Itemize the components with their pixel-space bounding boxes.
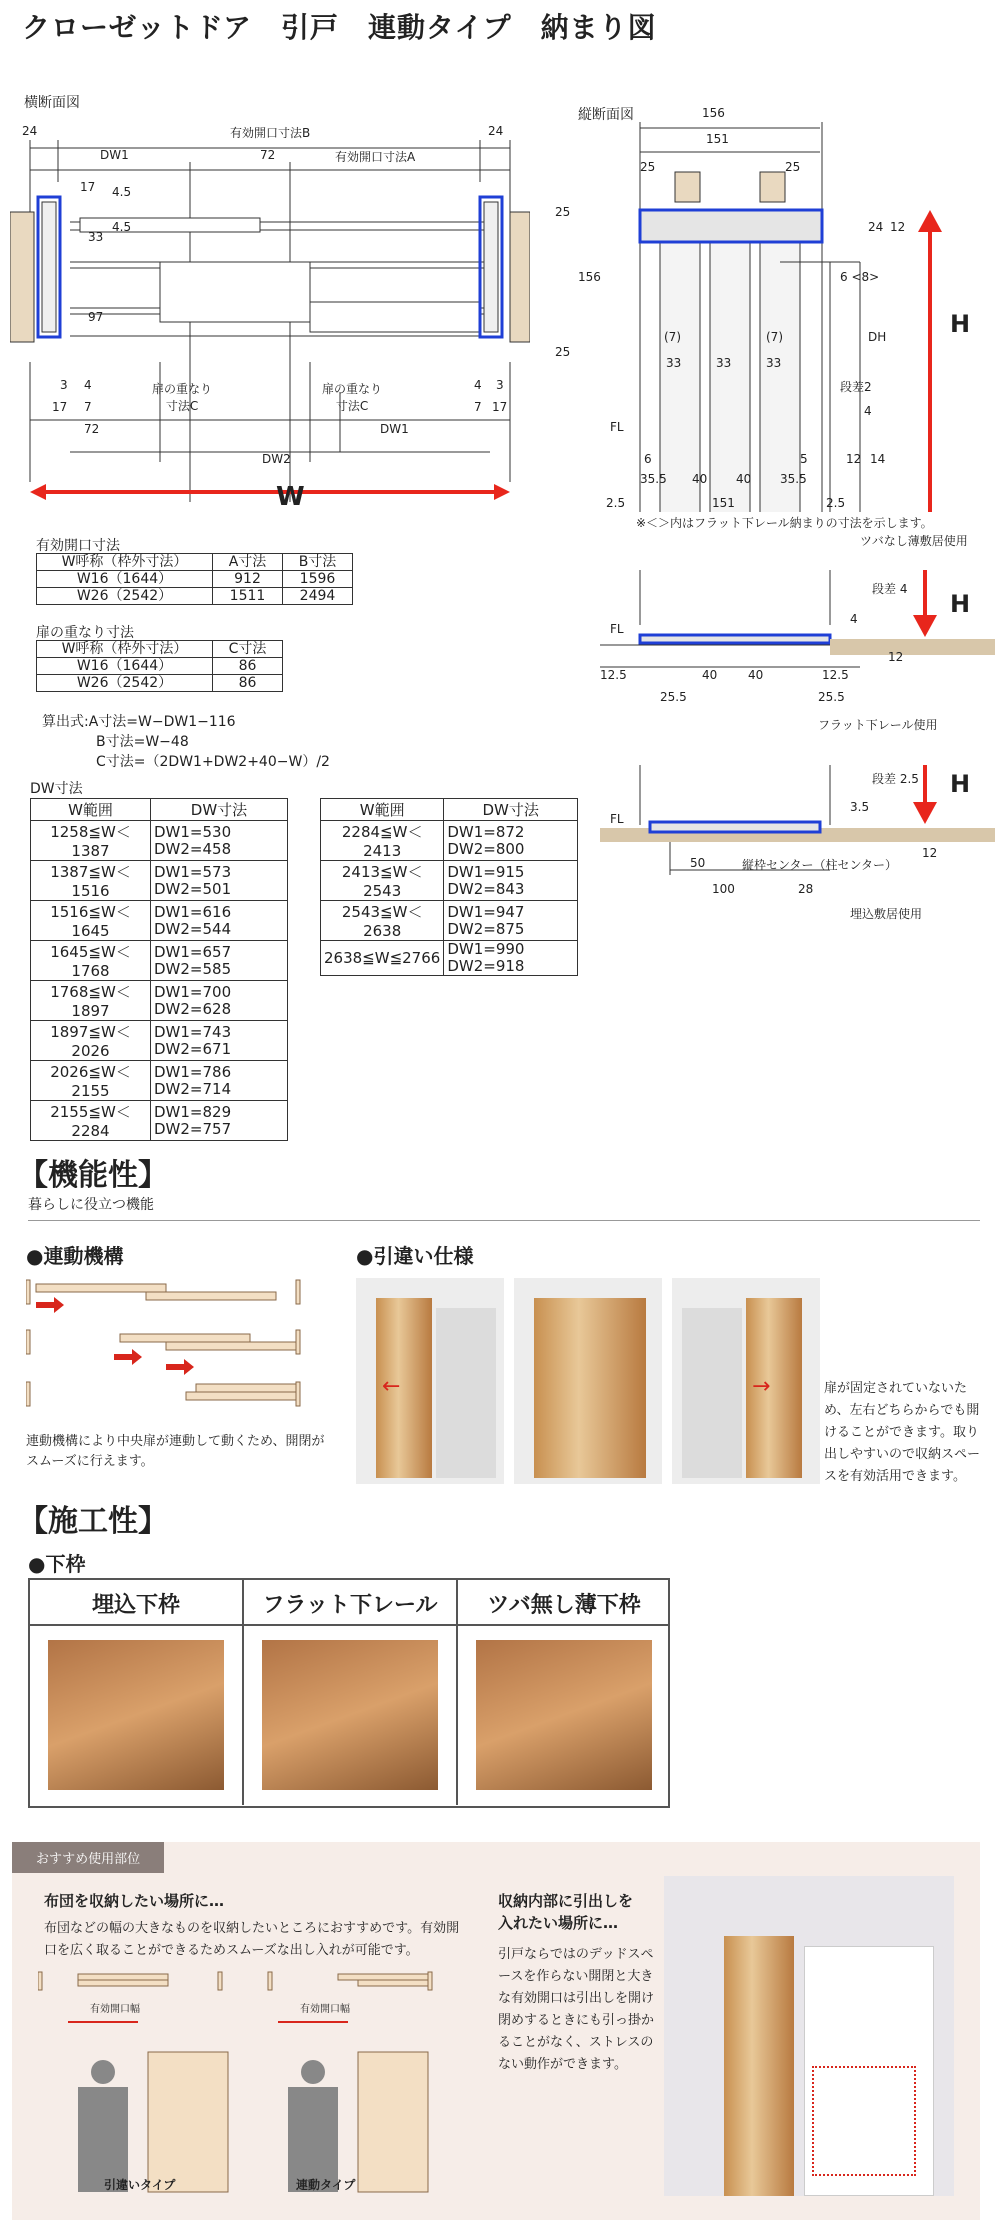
opening-cell: 1596: [283, 571, 353, 588]
v-dim-25-b: 25: [785, 160, 801, 174]
dim-dw1-top: DW1: [100, 148, 129, 162]
overlap-cell: 86: [213, 675, 283, 692]
opening-table: [36, 553, 353, 605]
dw-values: [151, 1021, 288, 1061]
dw-row: [31, 821, 288, 861]
overlap-cell: W16（1644）: [37, 658, 213, 675]
dw2-value: DW2=501: [154, 879, 232, 898]
v-dim-156: 156: [702, 106, 725, 120]
dw-row: [321, 941, 578, 976]
embed-h: H: [950, 770, 971, 798]
photo-sliding-closed: [514, 1278, 662, 1484]
recommend-tag: おすすめ使用部位: [12, 1842, 164, 1873]
v-dim-40-a: 40: [692, 472, 708, 486]
arrow-left-icon: ←: [382, 1374, 401, 1399]
opening-h2: B寸法: [283, 554, 353, 571]
v-dim-33-b: 33: [716, 356, 732, 370]
flat-dim-12: 12: [888, 650, 904, 664]
v-dim-6-8: 6 <8>: [840, 270, 880, 284]
dw-h0: W範囲: [321, 799, 444, 821]
dw2-value: DW2=843: [447, 879, 525, 898]
dw-row: [31, 901, 288, 941]
dw2-value: DW2=918: [447, 957, 525, 975]
flat-fl: FL: [610, 622, 624, 636]
flat-dim-40-a: 40: [702, 668, 718, 682]
dw-h1: DW寸法: [151, 799, 288, 821]
v-dim-2-5-b: 2.5: [826, 496, 846, 510]
dim-25-a: 25: [555, 205, 571, 219]
dw1-value: DW1=915: [447, 862, 525, 881]
overlap-c-left: 扉の重なり 寸法C: [152, 382, 213, 413]
dw-row: [31, 941, 288, 981]
v-dim-2-5-a: 2.5: [606, 496, 626, 510]
embed-step: 段差 2.5: [872, 772, 919, 786]
v-cap-7-right: (7): [766, 330, 783, 344]
dw2-value: DW2=875: [447, 919, 525, 938]
dim-156-h: 156: [578, 270, 601, 284]
opening-width-2: 有効開口幅: [300, 2000, 350, 2015]
v-dim-14: 14: [870, 452, 886, 466]
dw-values: [444, 901, 578, 941]
flat-dim-40-b: 40: [748, 668, 764, 682]
dw-values: [151, 1101, 288, 1141]
flat-dim-4: 4: [850, 612, 858, 626]
recommend-left-desc: 布団などの幅の大きなものを収納したいところにおすすめです。有効開口を広く取ることができるためスムーズな出し入れが可能です。: [44, 1921, 460, 1958]
overlap-h0: W呼称（枠外寸法）: [37, 641, 213, 658]
dw-range: 1897≦W＜2026: [31, 1021, 151, 1061]
frame-photo-thin: [476, 1640, 652, 1790]
flat-rail-drawing: [600, 565, 995, 700]
overlap-cell: 86: [213, 658, 283, 675]
dw1-value: DW1=657: [154, 942, 232, 961]
v-dim-12: 12: [890, 220, 906, 234]
dim-7-right: 7: [474, 400, 482, 414]
dw2-value: DW2=800: [447, 839, 525, 858]
photo-sliding-right: [672, 1278, 820, 1484]
dw1-value: DW1=616: [154, 902, 232, 921]
type-linked: 連動タイプ: [296, 2178, 356, 2192]
dim-3-right: 3: [496, 378, 504, 392]
dim-72-bottom: 72: [84, 422, 100, 436]
dw-values: [444, 941, 578, 976]
opening-cell: 1511: [213, 588, 283, 605]
dw2-value: DW2=714: [154, 1079, 232, 1098]
dw1-value: DW1=786: [154, 1062, 232, 1081]
dim-4-left: 4: [84, 378, 92, 392]
dw2-value: DW2=544: [154, 919, 232, 938]
v-dim-4: 4: [864, 404, 872, 418]
dw-range: 1768≦W＜1897: [31, 981, 151, 1021]
flat-dim-12-5-b: 12.5: [822, 668, 849, 682]
formula: [42, 712, 330, 772]
recommend-left-title: 布団を収納したい場所に…: [44, 1892, 225, 1910]
function-subheading: 暮らしに役立つ機能: [28, 1197, 154, 1213]
dw-range: 2543≦W＜2638: [321, 901, 444, 941]
opening-width-1: 有効開口幅: [90, 2000, 140, 2015]
type-sliding: 引違いタイプ: [104, 2178, 176, 2192]
dim-w: W: [276, 482, 305, 512]
dw1-value: DW1=872: [447, 822, 525, 841]
dw-row: [31, 861, 288, 901]
frame-photo-embedded: [48, 1640, 224, 1790]
embed-dim-100: 100: [712, 882, 735, 896]
overlap-label: 扉の重なり寸法: [36, 625, 134, 641]
v-step-2: 段差2: [840, 380, 872, 394]
embed-center: 縦枠センター（柱センター）: [742, 858, 898, 872]
recommend-right-desc: 引戸ならではのデッドスペースを作らない開閉と大きな有効開口は引出しを開け閉めするときにも引っ掛かることがなく、ストレスのない動作ができます。: [498, 1947, 655, 2072]
dw-values: [444, 821, 578, 861]
dim-17-left: 17: [52, 400, 68, 414]
dw-row: [31, 1021, 288, 1061]
dw-range: 1645≦W＜1768: [31, 941, 151, 981]
dw-values: [151, 861, 288, 901]
dim-opening-b: 有効開口寸法B: [230, 126, 311, 140]
mechanism-title: ●連動機構: [26, 1244, 124, 1268]
dim-72-top: 72: [260, 148, 276, 162]
dw-range: 2026≦W＜2155: [31, 1061, 151, 1101]
v-dim-151-b: 151: [712, 496, 735, 510]
dim-3-left: 3: [60, 378, 68, 392]
v-dim-h: H: [950, 310, 971, 338]
frame-type-1: フラット下レール: [262, 1593, 438, 1618]
dim-opening-a: 有効開口寸法A: [335, 150, 416, 164]
embed-fl: FL: [610, 812, 624, 826]
dw-row: [321, 861, 578, 901]
dim-4-right: 4: [474, 378, 482, 392]
closet-photo: [664, 1876, 954, 2196]
v-fl: FL: [610, 420, 624, 434]
dw1-value: DW1=990: [447, 940, 525, 958]
dw2-value: DW2=628: [154, 999, 232, 1018]
v-dim-24: 24: [868, 220, 884, 234]
v-dim-33-a: 33: [666, 356, 682, 370]
v-dim-35-5-b: 35.5: [780, 472, 807, 486]
dw1-value: DW1=573: [154, 862, 232, 881]
flat-dim-25-5-a: 25.5: [660, 690, 687, 704]
opening-cell: 912: [213, 571, 283, 588]
recommend-right-title: 収納内部に引出しを 入れたい場所に…: [498, 1892, 634, 1932]
dw2-value: DW2=458: [154, 839, 232, 858]
v-dim-35-5-a: 35.5: [640, 472, 667, 486]
dw-h0: W範囲: [31, 799, 151, 821]
opening-cell: 2494: [283, 588, 353, 605]
opening-cell: W26（2542）: [37, 588, 213, 605]
v-dim-6: 6: [644, 452, 652, 466]
overlap-c-right: 扉の重なり 寸法C: [322, 382, 383, 413]
embed-dim-12: 12: [922, 846, 938, 860]
dw-row: [31, 981, 288, 1021]
dw-table-right: [320, 798, 578, 976]
function-heading: 【機能性】: [18, 1158, 168, 1193]
dw1-value: DW1=947: [447, 902, 525, 921]
dw1-value: DW1=743: [154, 1022, 232, 1041]
dim-25-b: 25: [555, 345, 571, 359]
dw-range: 1387≦W＜1516: [31, 861, 151, 901]
dw-range: 2638≦W≦2766: [321, 941, 444, 976]
dw-range: 2413≦W＜2543: [321, 861, 444, 901]
formula-line3: C寸法=（2DW1+DW2+40−W）/2: [96, 754, 330, 770]
v-dim-12-b: 12: [846, 452, 862, 466]
dw-range: 1516≦W＜1645: [31, 901, 151, 941]
dim-7-left: 7: [84, 400, 92, 414]
vertical-section-label: 縦断面図: [578, 107, 634, 123]
flat-dim-25-5-b: 25.5: [818, 690, 845, 704]
dw-label: DW寸法: [30, 781, 83, 797]
opening-h0: W呼称（枠外寸法）: [37, 554, 213, 571]
dw-row: [31, 1061, 288, 1101]
sliding-title: ●引違い仕様: [356, 1244, 474, 1268]
v-dim-5: 5: [800, 452, 808, 466]
lower-frame-title: ●下枠: [28, 1552, 86, 1576]
dw-h1: DW寸法: [444, 799, 578, 821]
dw2-value: DW2=585: [154, 959, 232, 978]
dw-values: [151, 901, 288, 941]
opening-h1: A寸法: [213, 554, 283, 571]
dim-4-5-b: 4.5: [112, 220, 132, 234]
recommend-illustration: [38, 1962, 458, 2202]
sliding-description: 扉が固定されていないため、左右どちらからでも開けることができます。取り出しやすいので収納スペースを有効活用できます。: [824, 1381, 981, 1484]
dim-33: 33: [88, 230, 104, 244]
dim-17: 17: [80, 180, 96, 194]
dw-values: [151, 1061, 288, 1101]
embed-dim-28: 28: [798, 882, 814, 896]
embed-caption: 埋込敷居使用: [850, 907, 923, 921]
v-dim-dh: DH: [868, 330, 887, 344]
lower-frame-table: [28, 1578, 670, 1808]
dim-dw1-bottom: DW1: [380, 422, 409, 436]
dw-values: [151, 981, 288, 1021]
dw-row: [321, 821, 578, 861]
flat-dim-12-5-a: 12.5: [600, 668, 627, 682]
dw1-value: DW1=829: [154, 1102, 232, 1121]
v-dim-25-a: 25: [640, 160, 656, 174]
dw-range: 2284≦W＜2413: [321, 821, 444, 861]
embed-rail-drawing: [600, 760, 995, 900]
dw2-value: DW2=671: [154, 1039, 232, 1058]
dw-row: [31, 1101, 288, 1141]
dw-values: [151, 821, 288, 861]
vertical-note: ※＜＞内はフラット下レール納まりの寸法を示します。: [636, 516, 933, 530]
embed-dim-3-5: 3.5: [850, 800, 870, 814]
flat-step: 段差 4: [872, 582, 908, 596]
overlap-cell: W26（2542）: [37, 675, 213, 692]
frame-type-2: ツバ無し薄下枠: [487, 1593, 641, 1618]
page-title: クローゼットドア 引戸 連動タイプ 納まり図: [22, 11, 657, 44]
flat-h: H: [950, 590, 971, 618]
dw-values: [444, 861, 578, 901]
overlap-table: [36, 640, 283, 692]
v-dim-40-b: 40: [736, 472, 752, 486]
dw-range: 2155≦W＜2284: [31, 1101, 151, 1141]
construction-heading: 【施工性】: [18, 1504, 168, 1539]
embed-dim-50: 50: [690, 856, 706, 870]
dim-24-right: 24: [488, 124, 504, 138]
horizontal-section-label: 横断面図: [24, 95, 80, 111]
dw1-value: DW1=700: [154, 982, 232, 1001]
formula-line1: 算出式:A寸法=W−DW1−116: [42, 714, 236, 730]
dim-dw2: DW2: [262, 452, 291, 466]
dw2-value: DW2=757: [154, 1119, 232, 1138]
dim-24-left: 24: [22, 124, 38, 138]
overlap-h1: C寸法: [213, 641, 283, 658]
photo-sliding-left: [356, 1278, 504, 1484]
opening-label: 有効開口寸法: [36, 538, 120, 554]
dw-table-left: [30, 798, 288, 1141]
mechanism-diagram: [26, 1272, 326, 1432]
v-dim-151: 151: [706, 132, 729, 146]
v-cap-7-left: (7): [664, 330, 681, 344]
dw-row: [321, 901, 578, 941]
arrow-right-icon: →: [752, 1374, 771, 1399]
divider: [28, 1220, 980, 1221]
mechanism-description: 連動機構により中央扉が連動して動くため、開閉がスムーズに行えます。: [26, 1434, 325, 1469]
dim-17-right: 17: [492, 400, 508, 414]
dw-range: 1258≦W＜1387: [31, 821, 151, 861]
dim-4-5-a: 4.5: [112, 185, 132, 199]
v-dim-33-c: 33: [766, 356, 782, 370]
formula-line2: B寸法=W−48: [96, 734, 189, 750]
frame-type-0: 埋込下枠: [91, 1593, 180, 1618]
flat-caption: フラット下レール使用: [818, 718, 938, 732]
vertical-caption: ツバなし薄敷居使用: [860, 534, 968, 548]
frame-photo-flat: [262, 1640, 438, 1790]
dw-values: [151, 941, 288, 981]
opening-cell: W16（1644）: [37, 571, 213, 588]
dim-97: 97: [88, 310, 104, 324]
dw1-value: DW1=530: [154, 822, 232, 841]
